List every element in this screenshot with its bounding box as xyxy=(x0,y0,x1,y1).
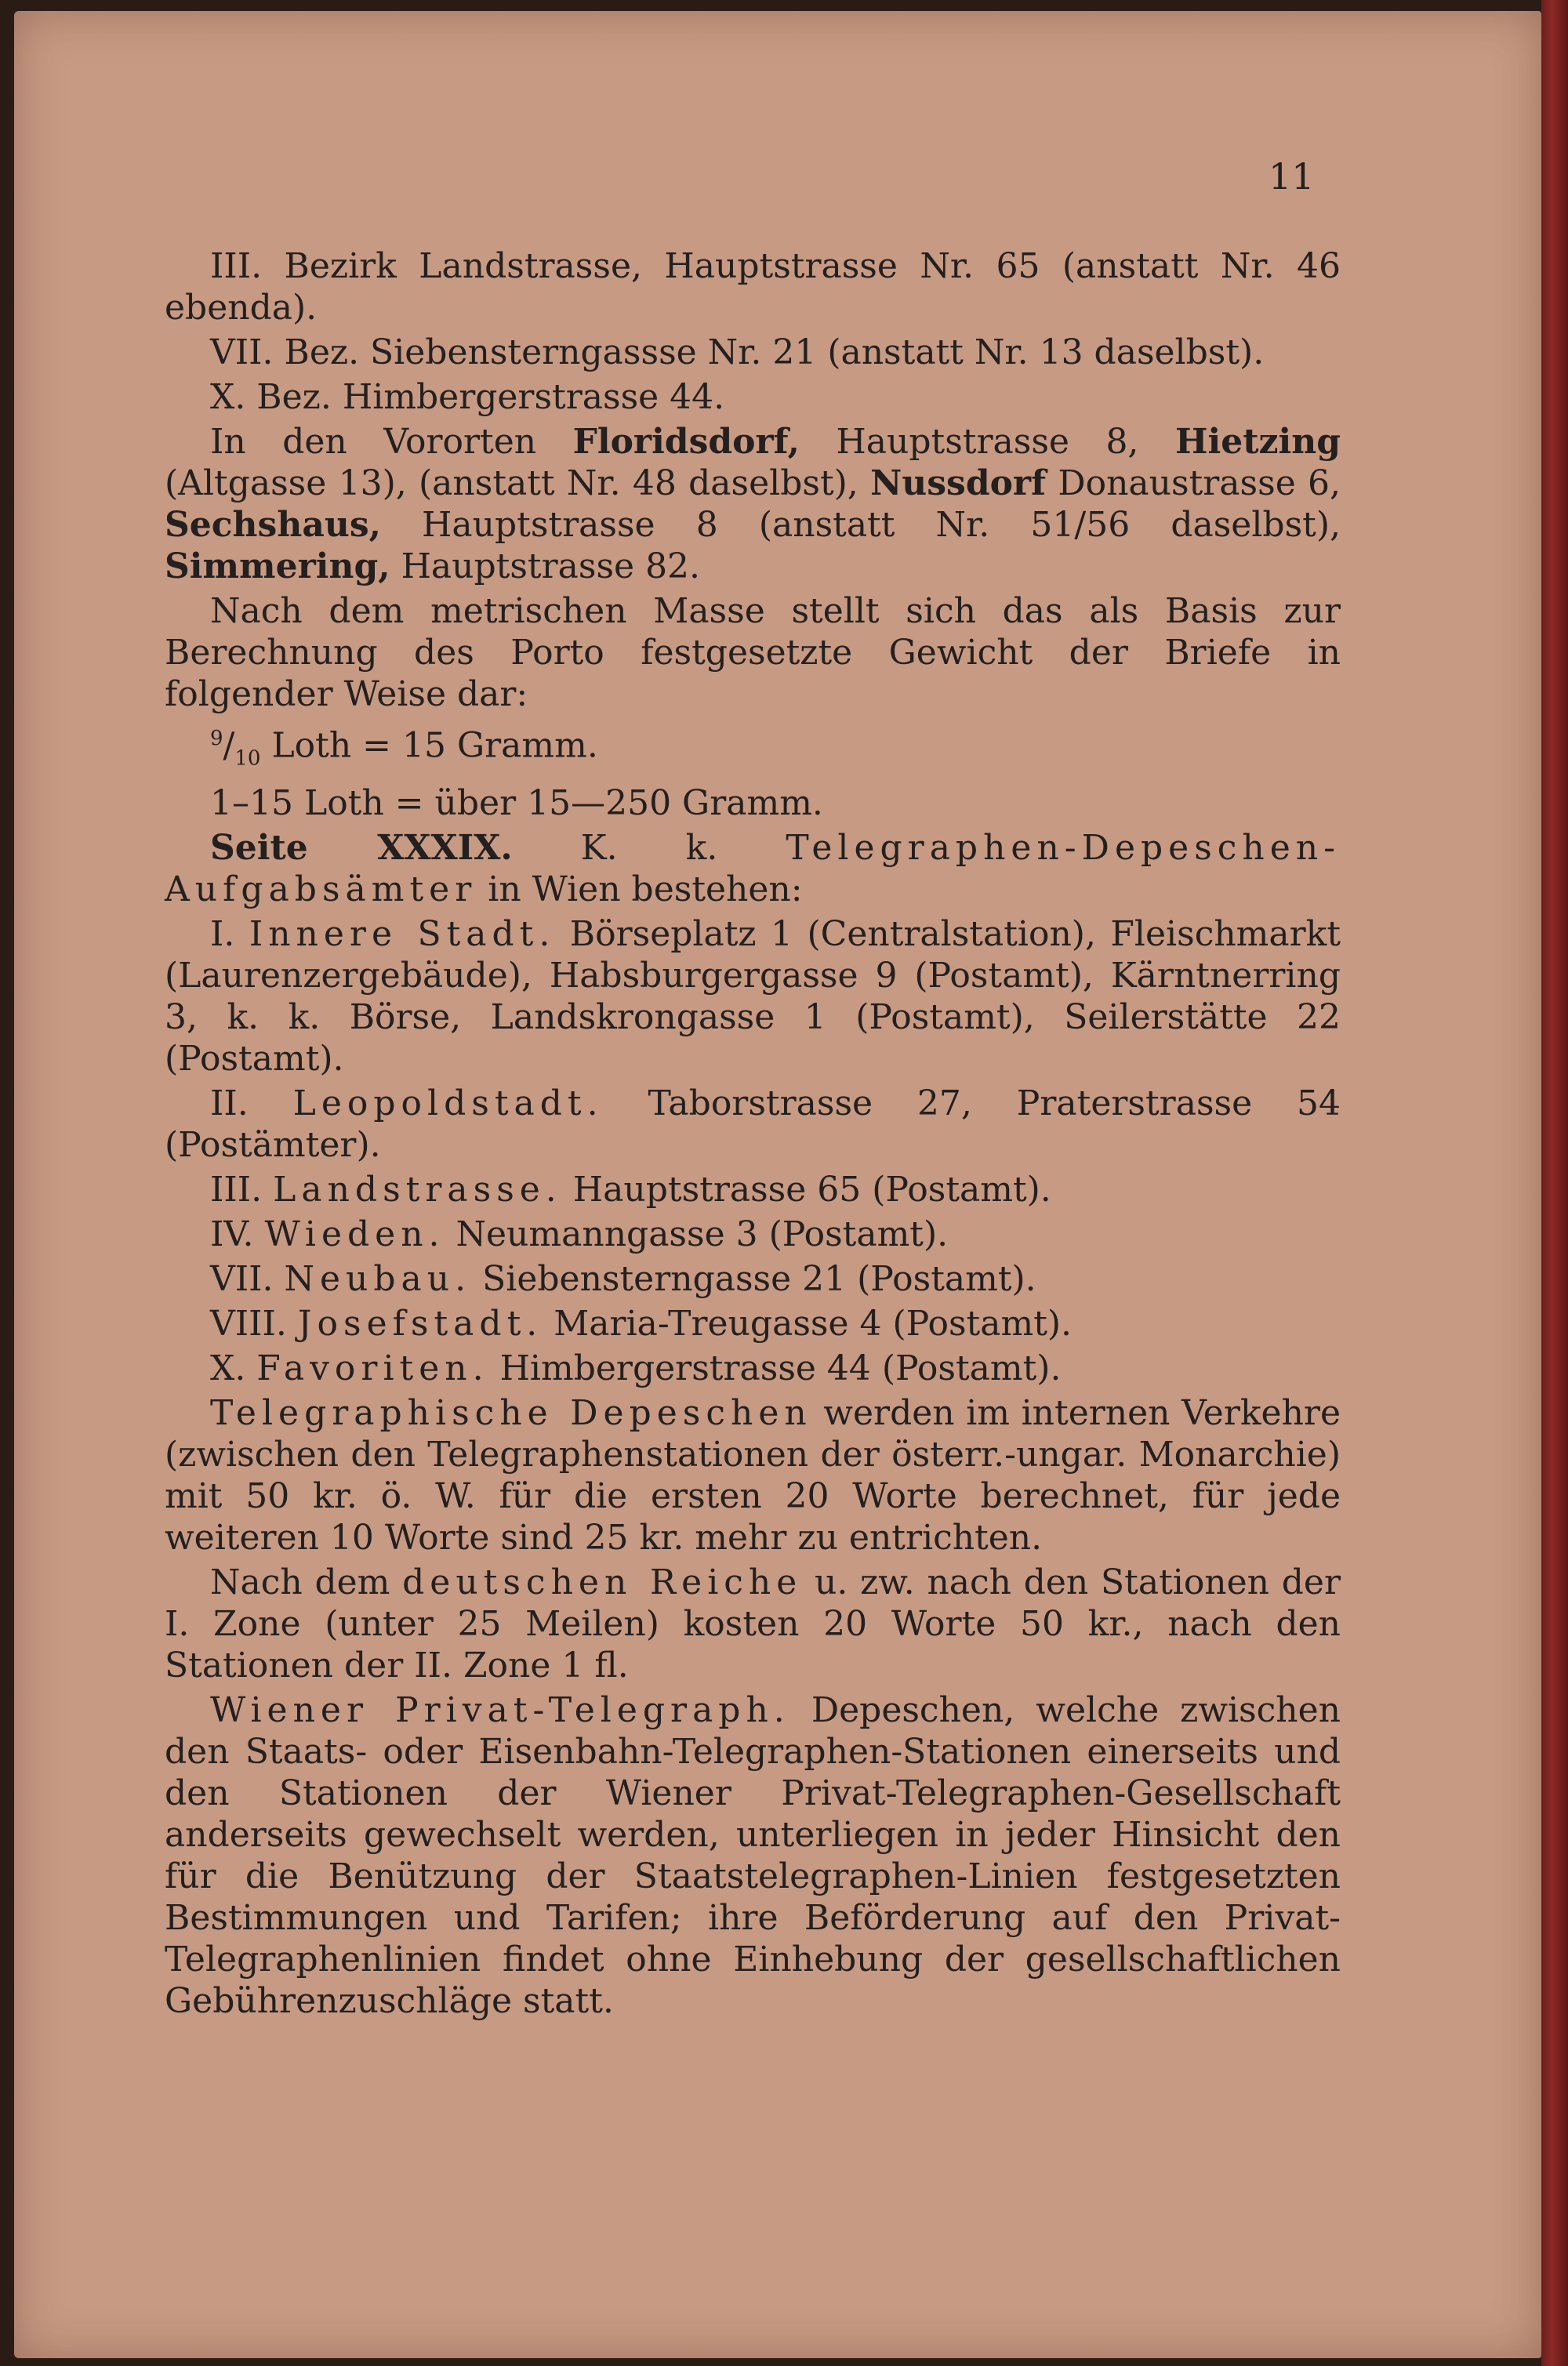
district-number: II. xyxy=(210,1083,293,1124)
district-number: VIII. xyxy=(210,1304,298,1344)
book-spine xyxy=(1541,0,1568,2366)
text-run: Neumanngasse 3 (Postamt). xyxy=(445,1214,949,1255)
text-run: Siebensterngasse 21 (Postamt). xyxy=(471,1259,1036,1300)
paragraph-favoriten: X. Bez. Himbergerstrasse 44. xyxy=(210,377,725,417)
district-number: IV. xyxy=(210,1214,265,1255)
spaced-term: Telegraphen-Depeschen-Aufgabsämter xyxy=(165,828,1341,910)
text-run: Nach dem xyxy=(210,1562,403,1603)
text-run: Depeschen, welche zwischen den Staats- oder Eisenbahn-Telegraphen-Stationen einerseits und den Stationen der Wiener Privat-Telegraphen-Gesellschaft anderseits gewechselt werden, unterliegen in jeder Hinsicht den für die Benützung der Staatstelegraphen-Linien festgesetzten Bestimmungen und Tarifen; ihre Beförderung auf den Privat-Telegraphenlinien findet ohne Einhebung der gesellschaftlichen Gebührenzuschläge statt. xyxy=(165,1690,1341,2022)
text-run: Hauptstrasse 8, xyxy=(799,422,1175,462)
office-list-leopoldstadt xyxy=(165,1083,1341,1166)
district-number: I. xyxy=(210,914,249,955)
text-run: Himbergerstrasse 44 (Postamt). xyxy=(488,1348,1062,1389)
page-number: 11 xyxy=(1269,155,1315,198)
place-simmering: Simmering, xyxy=(165,546,390,586)
weight-line-2: 1–15 Loth = über 15—250 Gramm. xyxy=(210,783,823,824)
office-list-wieden xyxy=(165,1214,1341,1255)
district-name: Leopoldstadt. xyxy=(292,1083,604,1124)
district-name: Innere Stadt. xyxy=(249,914,556,955)
paragraph-metric-weight: Nach dem metrischen Masse stellt sich das als Basis zur Berechnung des Porto festgesetzte Gewicht der Briefe in folgender Weise dar: xyxy=(165,591,1341,714)
paragraph-landstrasse: III. Bezirk Landstrasse, Hauptstrasse Nr. 65 (anstatt Nr. 46 ebenda). xyxy=(165,246,1341,328)
place-nussdorf: Nussdorf xyxy=(870,463,1047,503)
text-run: Börseplatz 1 (Centralstation), Fleischmarkt (Laurenzergebäude), Habsburgergasse 9 (Postamt), Kärntnerring 3, k. k. Börse, Landskrongasse 1 (Postamt), Seilerstätte 22 (Postamt). xyxy=(165,914,1341,1080)
paragraph-private-telegraph xyxy=(165,1689,1341,2022)
office-list-neubau xyxy=(165,1258,1341,1300)
text-run: Hauptstrasse 8 (anstatt Nr. 51/56 daselbst), xyxy=(380,505,1341,545)
text-run: K. k. xyxy=(512,828,786,869)
text-run: Taborstrasse 27, Praterstrasse 54 (Postämter). xyxy=(165,1083,1341,1166)
place-sechshaus: Sechshaus, xyxy=(165,505,381,545)
district-name: Josefstadt. xyxy=(297,1304,543,1344)
page-body xyxy=(165,153,1341,2025)
district-name: Neubau. xyxy=(284,1259,472,1300)
paragraph-vororte xyxy=(165,421,1341,587)
office-list-landstrasse xyxy=(165,1169,1341,1210)
district-name: Wieden. xyxy=(264,1214,445,1255)
text-run: u. zw. nach den Stationen der I. Zone (unter 25 Meilen) kosten 20 Worte 50 kr., nach den Stationen der II. Zone 1 fl. xyxy=(165,1562,1341,1686)
spaced-term: Wiener Privat-Telegraph. xyxy=(210,1690,790,1731)
paragraph-german-empire xyxy=(165,1562,1341,1686)
district-number: VII. xyxy=(210,1259,285,1300)
fraction-numerator: 9 xyxy=(210,727,223,750)
text-run: Hauptstrasse 65 (Postamt). xyxy=(561,1170,1051,1210)
text-run: Maria-Treugasse 4 (Postamt). xyxy=(543,1304,1073,1344)
district-name: Landstrasse. xyxy=(273,1170,562,1210)
district-number: X. xyxy=(210,1348,257,1389)
office-list-favoriten xyxy=(165,1348,1341,1389)
text-run: In den Vororten xyxy=(210,422,573,462)
text-run: (Altgasse 13), (anstatt Nr. 48 daselbst), xyxy=(165,463,871,503)
spaced-term: Telegraphische Depeschen xyxy=(210,1393,812,1434)
district-number: III. xyxy=(210,1170,274,1210)
place-floridsdorf: Floridsdorf, xyxy=(572,422,800,462)
text-run: werden im internen Verkehre (zwischen den Telegraphenstationen der österr.-ungar. Monarchie) mit 50 kr. ö. W. für die ersten 20 Worte berechnet, für jede weiteren 10 Worte sind 25 kr. mehr zu entrichten. xyxy=(165,1393,1341,1559)
paragraph-neubau: VII. Bez. Siebensterngassse Nr. 21 (anstatt Nr. 13 daselbst). xyxy=(210,332,1265,372)
paragraph-internal-telegrams xyxy=(165,1392,1341,1559)
office-list-innere-stadt xyxy=(165,913,1341,1080)
office-list-josefstadt xyxy=(165,1303,1341,1344)
text-run: Loth = 15 Gramm. xyxy=(260,725,598,766)
text-run: Donaustrasse 6, xyxy=(1046,463,1341,503)
text-run: in Wien bestehen: xyxy=(477,869,803,910)
spaced-term: deutschen Reiche xyxy=(402,1562,803,1603)
section-reference: Seite XXXIX. xyxy=(210,828,513,869)
weight-line-1: $^9/_{10}$ Loth = 15 Gramm. xyxy=(210,725,598,771)
place-hietzing: Hietzing xyxy=(1174,422,1341,462)
district-name: Favoriten. xyxy=(256,1348,489,1389)
paragraph-telegraph-offices-heading xyxy=(165,827,1341,910)
fraction-denominator: 10 xyxy=(234,746,261,771)
text-run: Hauptstrasse 82. xyxy=(390,546,701,586)
